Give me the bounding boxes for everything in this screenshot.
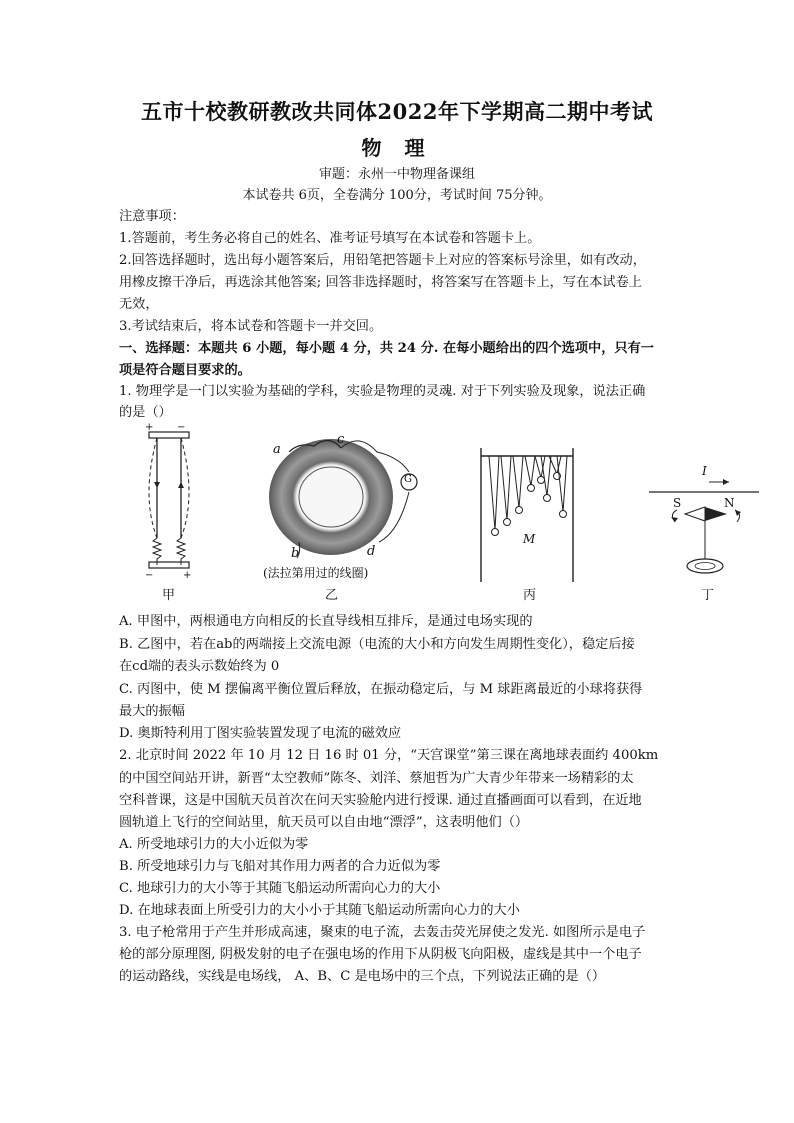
q2-stem-cont: 空科普课，这是中国航天员首次在问天实验舱内进行授课. 通过直播画面可以看到，在近地 bbox=[119, 793, 642, 808]
q1-option-c: C. 丙图中，使 M 摆偏离平衡位置后释放，在振动稳定后，与 M 球距离最近的小球将获得 bbox=[119, 682, 643, 697]
note-item: 1.答题前，考生务必将自己的姓名、准考证号填写在本试卷和答题卡上。 bbox=[119, 231, 541, 246]
notes-heading: 注意事项： bbox=[119, 209, 185, 224]
subject-title: 物 理 bbox=[361, 136, 433, 160]
q1-figures bbox=[119, 422, 759, 602]
fig-jia-parallel-wires bbox=[139, 426, 199, 576]
q1-stem: 1. 物理学是一门以实验为基础的学科，实验是物理的灵魂. 对于下列实验及现象，说法正确 bbox=[119, 384, 646, 399]
q3-stem: 3. 电子枪常用于产生并形成高速，聚束的电子流，去轰击荧光屏使之发光. 如图所示是电子 bbox=[119, 925, 646, 940]
q1-option-d: D. 奥斯特利用丁图实验装置发现了电流的磁效应 bbox=[119, 726, 402, 741]
fig-jia-sign: + bbox=[183, 570, 192, 581]
fig-label-jia: 甲 bbox=[162, 588, 176, 603]
q2-stem: 2. 北京时间 2022 年 10 月 12 日 16 时 01 分，“天宫课堂”第三课在离地球表面约 400km bbox=[119, 748, 659, 763]
fig-label-yi: 乙 bbox=[325, 588, 339, 603]
fig-bing-point-m: M bbox=[523, 532, 536, 546]
q2-option-b: B. 所受地球引力与飞船对其作用力两者的合力近似为零 bbox=[119, 859, 441, 874]
fig-yi-point-b: b bbox=[291, 546, 300, 561]
fig-ding-oersted bbox=[649, 462, 759, 582]
q1-option-b-cont: 在cd端的表头示数始终为 0 bbox=[119, 659, 280, 674]
fig-bing-pendulums bbox=[479, 448, 575, 582]
q2-stem-cont: 圆轨道上飞行的空间站里，航天员可以自由地“漂浮”，这表明他们（） bbox=[119, 815, 529, 830]
q3-stem-cont: 的运动路线，实线是电场线， A、B、C 是电场中的三个点，下列说法正确的是（） bbox=[119, 969, 606, 984]
fig-yi-caption: (法拉第用过的线圈) bbox=[263, 566, 369, 580]
fig-ding-north: N bbox=[724, 496, 735, 510]
q2-option-a: A. 所受地球引力的大小近似为零 bbox=[119, 837, 309, 852]
q1-stem-cont: 的是（） bbox=[119, 405, 172, 420]
fig-ding-current: I bbox=[702, 464, 707, 478]
note-item: 用橡皮擦干净后，再选涂其他答案; 回答非选择题时，将答案写在答题卡上，写在本试卷上 bbox=[119, 275, 642, 290]
q2-stem-cont: 的中国空间站开讲，新晋“太空教师”陈冬、刘洋、蔡旭哲为广大青少年带来一场精彩的太 bbox=[119, 771, 634, 786]
exam-info: 本试卷共 6页，全卷满分 100分，考试时间 75分钟。 bbox=[242, 188, 552, 203]
q2-option-d: D. 在地球表面上所受引力的大小小于其随飞船运动所需向心力的大小 bbox=[119, 903, 520, 918]
fig-jia-sign: − bbox=[177, 422, 186, 433]
q1-option-c-cont: 最大的振幅 bbox=[119, 704, 185, 719]
fig-label-ding: 丁 bbox=[701, 588, 715, 603]
exam-title: 五市十校教研教改共同体2022年下学期高二期中考试 bbox=[141, 99, 653, 124]
note-item: 无效， bbox=[119, 297, 159, 312]
fig-jia-sign: − bbox=[145, 570, 154, 581]
section-heading-cont: 项是符合题目要求的。 bbox=[119, 363, 251, 378]
q3-stem-cont: 枪的部分原理图, 阴极发射的电子在强电场的作用下从阴极飞向阳极，虚线是其中一个电子 bbox=[119, 947, 642, 962]
fig-ding-south: S bbox=[673, 496, 682, 510]
fig-yi-point-d: d bbox=[367, 544, 376, 559]
note-item: 2.回答选择题时，选出每小题答案后，用铅笔把答题卡上对应的答案标号涂里，如有改动， bbox=[119, 253, 646, 268]
reviewer-line: 审题：永州一中物理备课组 bbox=[318, 167, 475, 182]
q2-option-c: C. 地球引力的大小等于其随飞船运动所需向心力的大小 bbox=[119, 881, 441, 896]
q1-option-b: B. 乙图中，若在ab的两端接上交流电源（电流的大小和方向发生周期性变化），稳定后接 bbox=[119, 637, 635, 652]
fig-yi-point-c: c bbox=[337, 432, 345, 447]
fig-jia-sign: + bbox=[145, 422, 154, 433]
q1-option-a: A. 甲图中，两根通电方向相反的长直导线相互排斥，是通过电场实现的 bbox=[119, 614, 533, 629]
fig-yi-point-a: a bbox=[273, 442, 281, 457]
fig-label-bing: 丙 bbox=[523, 588, 537, 603]
section-heading: 一、选择题：本题共 6 小题，每小题 4 分，共 24 分. 在每小题给出的四个选项中，只有一 bbox=[119, 341, 654, 356]
fig-yi-galvanometer: G bbox=[404, 474, 412, 485]
note-item: 3.考试结束后，将本试卷和答题卡一并交回。 bbox=[119, 319, 383, 334]
